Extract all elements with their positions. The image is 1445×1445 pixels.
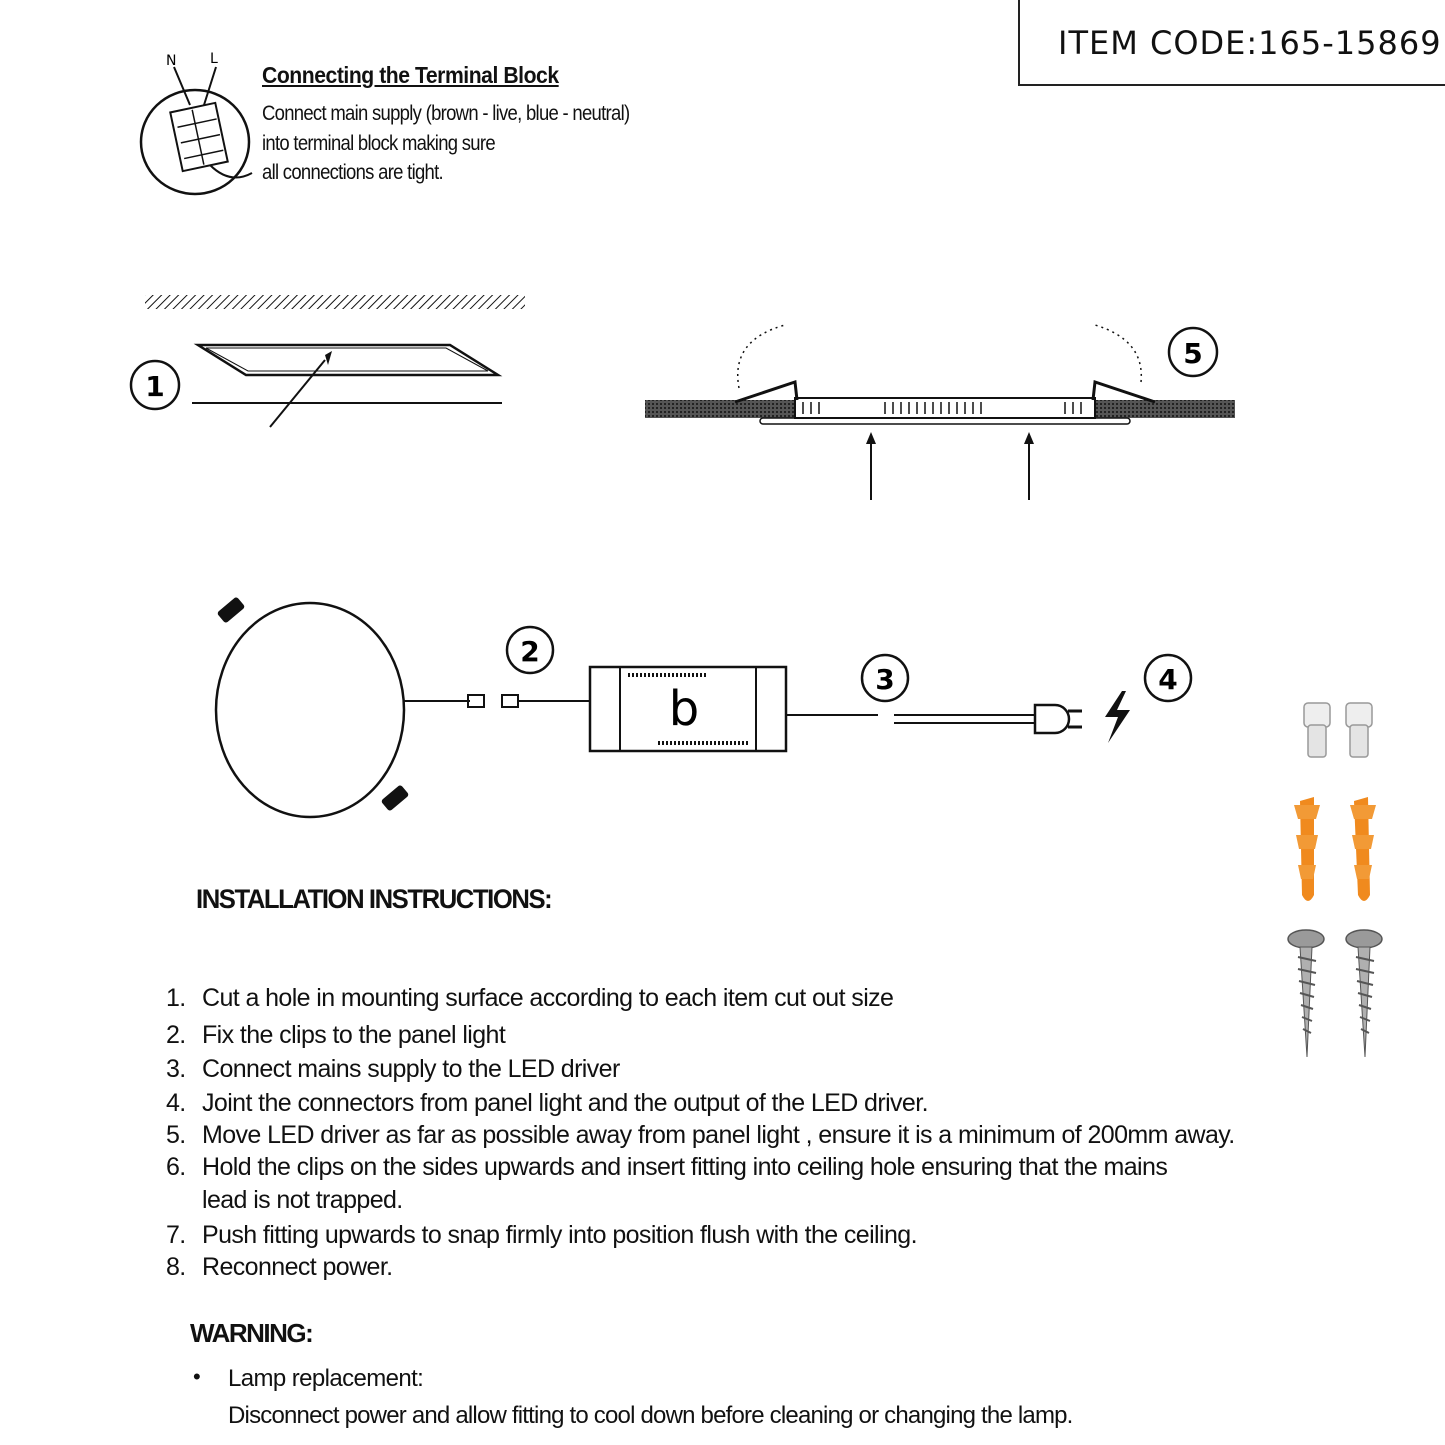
step-4-num: 4. — [166, 1089, 186, 1117]
step-1-text: Cut a hole in mounting surface according to each item cut out size — [202, 984, 894, 1012]
screw-left — [1288, 930, 1324, 1057]
warning-heading: WARNING: — [190, 1318, 313, 1348]
badge-1: 1 — [145, 370, 165, 403]
step-7-text: Push fitting upwards to snap firmly into position flush with the ceiling. — [202, 1221, 917, 1249]
terminal-block-diagram — [130, 45, 265, 200]
step-5-num: 5. — [166, 1121, 186, 1149]
step-8-num: 8. — [166, 1253, 186, 1281]
cut-hole-diagram — [120, 285, 540, 435]
driver-logo: b — [668, 681, 700, 737]
terminal-block-line-3: all connections are tight. — [262, 161, 443, 184]
step-6-num: 6. — [166, 1153, 186, 1181]
step-2 — [166, 1019, 505, 1052]
step-8 — [166, 1251, 393, 1284]
screw-right — [1346, 930, 1382, 1057]
step-8-text: Reconnect power. — [202, 1253, 393, 1281]
step-4-text: Joint the connectors from panel light and the output of the LED driver. — [202, 1089, 928, 1117]
bullet-dot: • — [193, 1364, 201, 1389]
lamp-replacement-label: Lamp replacement: — [228, 1365, 424, 1392]
terminal-block-line-1: Connect main supply (brown - live, blue - neutral) — [262, 102, 630, 125]
wiring-diagram — [200, 595, 1210, 835]
badge-3: 3 — [875, 663, 895, 696]
terminal-block-line-2: into terminal block making sure — [262, 132, 495, 155]
step-6 — [166, 1151, 1167, 1184]
step-7-num: 7. — [166, 1221, 186, 1249]
step-3-num: 3. — [166, 1055, 186, 1083]
terminal-label-n: N — [166, 53, 177, 69]
installation-heading: INSTALLATION INSTRUCTIONS: — [196, 884, 552, 914]
step-5-text: Move LED driver as far as possible away from panel light , ensure it is a minimum of 200mm away. — [202, 1121, 1235, 1149]
lamp-replacement-text: Disconnect power and allow fitting to cool down before cleaning or changing the lamp. — [228, 1402, 1073, 1429]
badge-4: 4 — [1158, 663, 1178, 696]
connector-cap-left — [1304, 703, 1330, 757]
step-2-text: Fix the clips to the panel light — [202, 1021, 506, 1049]
mains-plug — [1035, 705, 1069, 733]
step-6-continuation: lead is not trapped. — [202, 1186, 403, 1214]
item-code: ITEM CODE:165-15869 — [1058, 24, 1442, 62]
step-2-num: 2. — [166, 1021, 186, 1049]
connector-cap-right — [1346, 703, 1372, 757]
ceiling-insert-diagram — [635, 310, 1245, 510]
step-7 — [166, 1219, 917, 1252]
step-3-text: Connect mains supply to the LED driver — [202, 1055, 620, 1083]
step-1-num: 1. — [166, 984, 186, 1012]
step-3 — [166, 1053, 620, 1086]
badge-2: 2 — [520, 635, 540, 668]
step-4 — [166, 1087, 928, 1120]
step-6-text: Hold the clips on the sides upwards and insert fitting into ceiling hole ensuring that the mains — [202, 1153, 1168, 1181]
terminal-block-title: Connecting the Terminal Block — [262, 62, 559, 88]
step-1 — [166, 982, 893, 1015]
terminal-label-l: L — [210, 51, 218, 67]
panel-light — [216, 603, 404, 817]
hardware-kit — [1280, 695, 1400, 1065]
badge-5: 5 — [1183, 337, 1203, 370]
power-icon — [1105, 691, 1130, 743]
step-5 — [166, 1119, 1235, 1152]
